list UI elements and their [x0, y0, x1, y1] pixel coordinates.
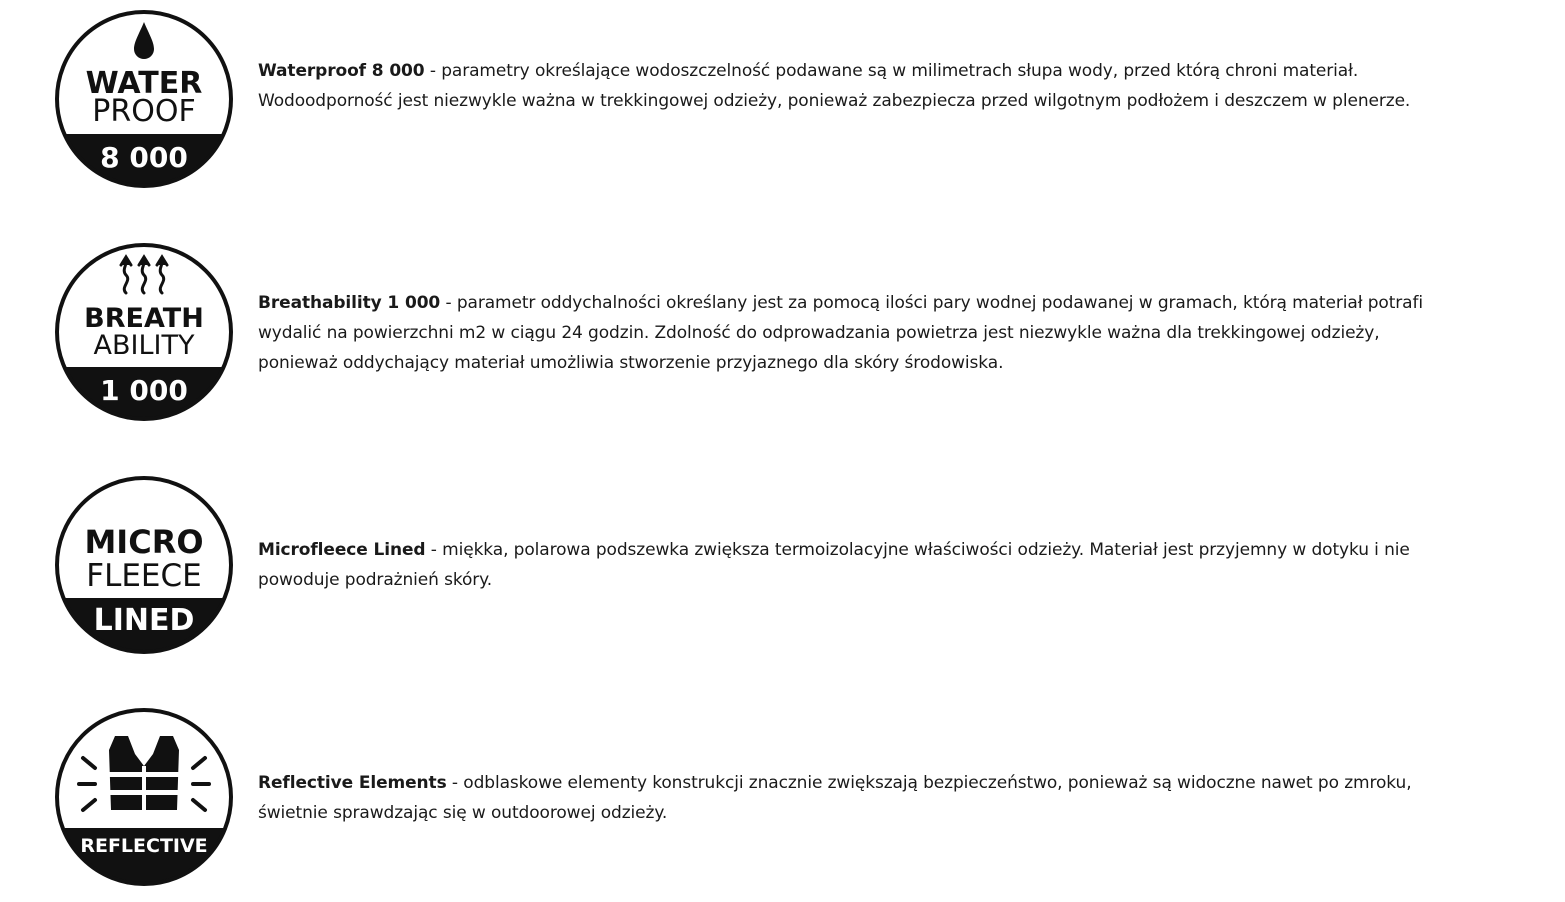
microfleece-badge-graphic — [53, 474, 235, 656]
microfleece-badge-line2: FLEECE — [86, 558, 202, 594]
waterproof-separator: - — [424, 61, 442, 81]
breathability-badge-value: 1 000 — [100, 374, 188, 407]
waterproof-badge — [53, 8, 235, 190]
reflective-badge-graphic — [53, 706, 235, 888]
microfleece-text: miękka, polarowa podszewka zwiększa termoizolacyjne właściwości odzieży. Materiał jest przyjemny w dotyku i nie powoduje podrażnień skóry. — [258, 540, 1410, 590]
breathability-separator: - — [440, 293, 457, 313]
microfleece-title: Microfleece Lined — [258, 540, 426, 560]
breathability-badge-line2: ABILITY — [93, 330, 195, 361]
waterproof-badge-value: 8 000 — [100, 141, 188, 174]
microfleece-separator: - — [425, 540, 443, 560]
waterproof-badge-line1: WATER — [85, 66, 203, 101]
microfleece-badge-line1: MICRO — [84, 523, 204, 561]
reflective-badge — [53, 706, 235, 888]
waterproof-text: parametry określające wodoszczelność podawane są w milimetrach słupa wody, przed którą chroni materiał. Wodoodporność jest niezwykle ważna w trekkingowej odzieży, ponieważ zabezpiecza przed wilgotnym podłożem i deszczem w plenerze. — [258, 61, 1411, 111]
microfleece-description — [258, 535, 1438, 595]
reflective-title: Reflective Elements — [258, 773, 447, 793]
waterproof-badge-line2: PROOF — [92, 94, 196, 129]
microfleece-badge — [53, 474, 235, 656]
reflective-description — [258, 768, 1438, 828]
breathability-badge-line1: BREATH — [84, 303, 204, 334]
reflective-text: odblaskowe elementy konstrukcji znacznie zwiększają bezpieczeństwo, ponieważ są widoczne nawet po zmroku, świetnie sprawdzając się w outdoorowej odzieży. — [258, 773, 1412, 823]
waterproof-description — [258, 56, 1438, 116]
breathability-badge — [53, 241, 235, 423]
reflective-separator: - — [446, 773, 464, 793]
reflective-badge-value: REFLECTIVE — [80, 835, 208, 857]
breathability-text: parametr oddychalności określany jest za pomocą ilości pary wodnej podawanej w gramach, którą materiał potrafi wydalić na powierzchni m2 w ciągu 24 godzin. Zdolność do odprowadzania powietrza jest niezwykle ważna dla trekkingowej odzieży, ponieważ oddychający materiał umożliwia stworzenie przyjaznego dla skóry środowiska. — [258, 293, 1423, 373]
waterproof-title: Waterproof 8 000 — [258, 61, 425, 81]
breathability-title: Breathability 1 000 — [258, 293, 441, 313]
breathability-description — [258, 288, 1438, 378]
waterproof-badge-graphic — [53, 8, 235, 190]
microfleece-badge-value: LINED — [93, 603, 195, 638]
breathability-badge-graphic — [53, 241, 235, 423]
